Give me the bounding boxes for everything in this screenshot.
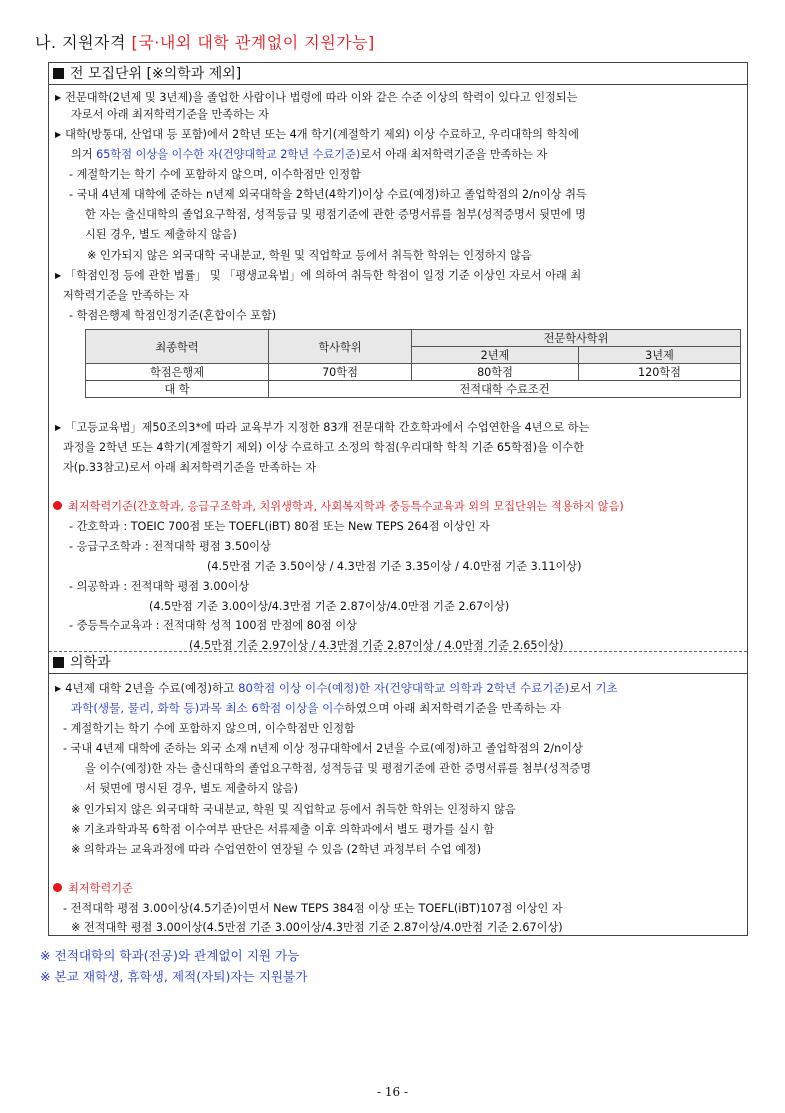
red-dot-icon: [53, 501, 62, 510]
med-note-3: ※ 의학과는 교육과정에 따라 수업연한이 연장될 수 있음 (2학년 과정부터 수업 예정): [71, 843, 482, 856]
triangle-bullet-icon: ▶: [55, 423, 62, 432]
bullet-2-line2: 의거 65학점 이상을 이수한 자(건양대학교 2학년 수료기준)로서 아래 최저학력기준을 만족하는 자: [71, 148, 548, 161]
min-nursing: - 간호학과 : TOEIC 700점 또는 TOEFL(iBT) 80점 또는 New TEPS 264점 이상인 자: [69, 520, 490, 533]
section-heading: [35, 30, 375, 53]
min-criteria-title: 최저학력기준(간호학과, 응급구조학과, 치위생학과, 사회복지학과 중등특수교육과 외의 모집단위는 적용하지 않음): [53, 499, 624, 514]
min-biomedical: - 의공학과 : 전적대학 평점 3.00이상: [69, 580, 250, 593]
triangle-bullet-icon: ▶: [55, 684, 62, 693]
med-min-criteria-title: 최저학력기준: [53, 881, 133, 896]
med-detail-foreign-l1: - 국내 4년제 대학에 준하는 외국 소재 n년제 이상 정규대학에서 2년을 수료(예정)하고 졸업학점의 2/n이상: [63, 742, 583, 755]
th-associate: 전문학사학위: [412, 330, 741, 347]
med-note-1: ※ 인가되지 않은 외국대학 국내분교, 학원 및 직업학교 등에서 취득한 학위는 인정하지 않음: [71, 803, 516, 816]
bullet-2-line1: ▶ 대학(방통대, 산업대 등 포함)에서 2학년 또는 4개 학기(계절학기 제외) 이상 수료하고, 우리대학의 학칙에: [55, 128, 579, 141]
detail-foreign-note: ※ 인가되지 않은 외국대학 국내분교, 학원 및 직업학교 등에서 취득한 학위는 인정하지 않음: [87, 249, 532, 262]
bullet-1-line1: ▶ 전문대학(2년제 및 3년제)을 졸업한 사람이나 법령에 따라 이와 같은 수준 이상의 학력이 있다고 인정되는: [55, 91, 578, 104]
heading-prefix: 나. 지원자격: [35, 33, 132, 52]
min-special-ed: - 중등특수교육과 : 전적대학 성적 100점 만점에 80점 이상: [69, 619, 357, 632]
detail-foreign-l2: 한 자는 출신대학의 졸업요구학점, 성적등급 및 평점기준에 관한 증명서류를 첨부(성적증명서 뒷면에 명: [85, 208, 586, 221]
min-emergency: - 응급구조학과 : 전적대학 평점 3.50이상: [69, 540, 271, 553]
credit-table: [85, 329, 741, 398]
med-bullet-line2: 과학(생물, 물리, 화학 등)과목 최소 6학점 이상을 이수하였으며 아래 최저학력기준을 만족하는 자: [71, 701, 561, 715]
med-min-1-sub: ※ 전적대학 평점 3.00이상(4.5만점 기준 3.00이상/4.3만점 기준 2.87이상/4.0만점 기준 2.67이상): [71, 921, 563, 934]
triangle-bullet-icon: ▶: [55, 271, 62, 280]
detail-seasonal: - 계절학기는 학기 수에 포함하지 않으며, 이수학점만 인정함: [69, 168, 361, 181]
footer-note-1: ※ 전적대학의 학과(전공)와 관계없이 지원 가능: [40, 948, 300, 963]
min-emergency-sub: (4.5만점 기준 3.50이상 / 4.3만점 기준 3.35이상 / 4.0만점 기준 3.11이상): [207, 560, 582, 573]
bullet-3-line2: 저학력기준을 만족하는 자: [63, 289, 189, 302]
detail-foreign-l3: 시된 경우, 별도 제출하지 않음): [85, 228, 237, 241]
th-final-degree: 최종학력: [86, 330, 269, 364]
med-bullet-line1: ▶ 4년제 대학 2년을 수료(예정)하고 80학점 이상 이수(예정)한 자(건양대학교 의학과 2학년 수료기준)로서 기초: [55, 681, 618, 695]
square-bullet-icon: [53, 657, 64, 668]
section-medicine: [49, 651, 747, 935]
heading-highlight: [국·내외 대학 관계없이 지원가능]: [131, 33, 375, 52]
section-all-units: [49, 63, 747, 651]
section1-title: 전 모집단위 [※의학과 제외]: [70, 66, 242, 82]
page-number: - 16 -: [376, 1085, 408, 1099]
med-detail-foreign-l3: 서 뒷면에 명시된 경우, 별도 제출하지 않음): [85, 782, 298, 795]
triangle-bullet-icon: ▶: [55, 130, 62, 139]
med-detail-seasonal: - 계절학기는 학기 수에 포함하지 않으며, 이수학점만 인정함: [63, 722, 355, 735]
med-min-1: - 전적대학 평점 3.00이상(4.5기준)이면서 New TEPS 384점 이상 또는 TOEFL(iBT)107점 이상인 자: [63, 902, 563, 915]
section1-header: [49, 63, 747, 85]
th-2yr: 2년제: [412, 347, 579, 364]
min-special-ed-sub: (4.5만점 기준 2.97이상 / 4.3만점 기준 2.87이상 / 4.0만점 기준 2.65이상): [189, 639, 564, 652]
min-biomedical-sub: (4.5만점 기준 3.00이상/4.3만점 기준 2.87이상/4.0만점 기준 2.67이상): [149, 600, 510, 613]
section2-title: 의학과: [70, 655, 111, 671]
bullet-4-line3: 자(p.33참고)로서 아래 최저학력기준을 만족하는 자: [63, 461, 317, 474]
detail-foreign-l1: - 국내 4년제 대학에 준하는 n년제 외국대학을 2학년(4학기)이상 수료(예정)하고 졸업학점의 2/n이상 취득: [69, 188, 587, 201]
triangle-bullet-icon: ▶: [55, 93, 62, 102]
credit-bank-detail: - 학점은행제 학점인정기준(혼합이수 포함): [69, 309, 277, 322]
square-bullet-icon: [53, 68, 64, 79]
bullet-3-line1: ▶ 「학점인정 등에 관한 법률」 및 「평생교육법」에 의하여 취득한 학점이 일정 기준 이상인 자로서 아래 최: [55, 269, 582, 282]
section2-header: [49, 652, 747, 674]
th-bachelor: 학사학위: [269, 330, 412, 364]
table-row: 학점은행제 70학점 80학점 120학점: [86, 364, 741, 381]
bullet-1-line2: 자로서 아래 최저학력기준을 만족하는 자: [71, 108, 269, 121]
eligibility-box: [48, 62, 748, 936]
med-detail-foreign-l2: 을 이수(예정)한 자는 출신대학의 졸업요구학점, 성적등급 및 평점기준에 관한 증명서류를 첨부(성적증명: [85, 762, 592, 775]
footer-note-2: ※ 본교 재학생, 휴학생, 제적(자퇴)자는 지원불가: [40, 969, 308, 984]
th-3yr: 3년제: [579, 347, 741, 364]
bullet-4-line2: 과정을 2학년 또는 4학기(계절학기 제외) 이상 수료하고 소정의 학점(우리대학 학칙 기준 65학점)을 이수한: [63, 441, 584, 454]
table-row: 대 학 전적대학 수료조건: [86, 381, 741, 398]
bullet-4-line1: ▶ 「고등교육법」제50조의3*에 따라 교육부가 지정한 83개 전문대학 간호학과에서 수업연한을 4년으로 하는: [55, 421, 590, 434]
med-note-2: ※ 기초과학과목 6학점 이수여부 판단은 서류제출 이후 의학과에서 별도 평가를 실시 함: [71, 823, 495, 836]
red-dot-icon: [53, 883, 62, 892]
